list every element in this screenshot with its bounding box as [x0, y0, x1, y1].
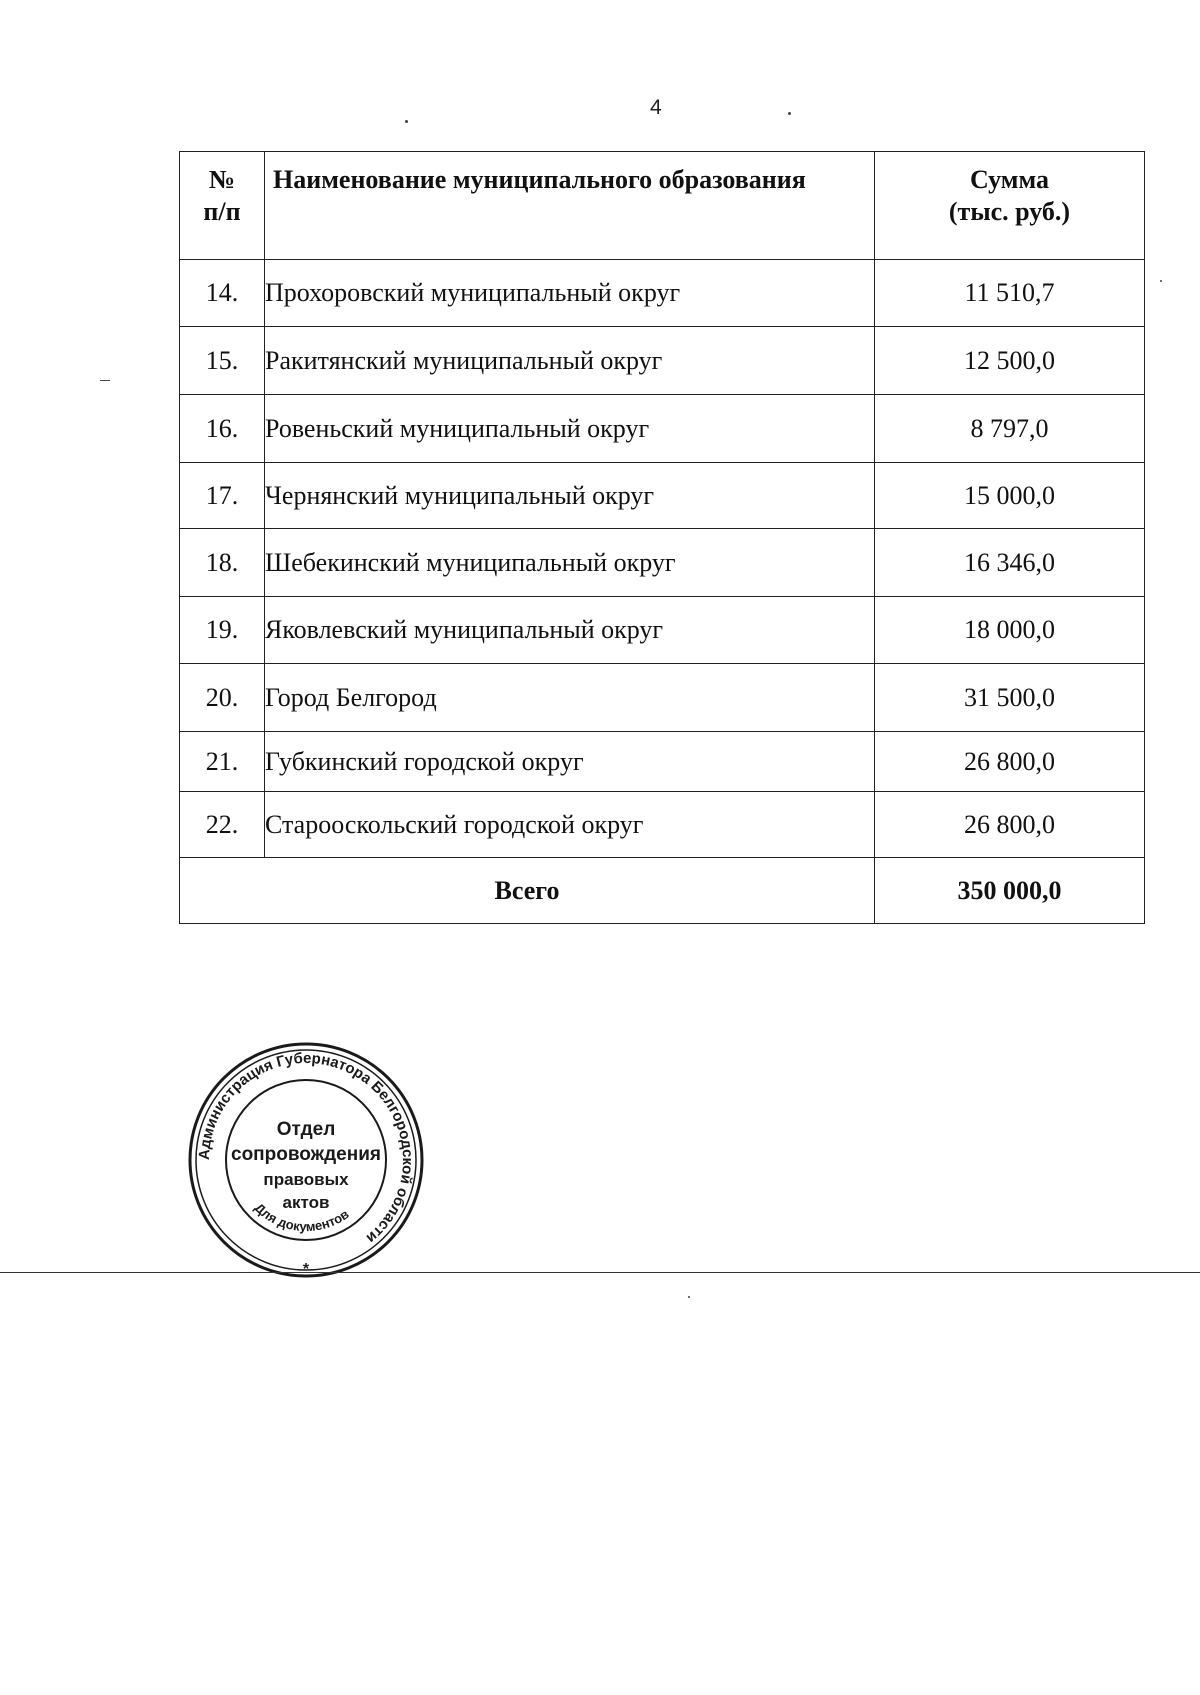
- header-number-abbrev: п/п: [203, 197, 241, 226]
- seal-star: *: [302, 1261, 310, 1278]
- scan-speck: [1160, 280, 1162, 282]
- header-number-symbol: №: [208, 165, 236, 194]
- total-label: Всего: [180, 858, 875, 924]
- row-municipality: Старооскольский городской округ: [265, 792, 875, 858]
- table-row: [180, 664, 1145, 732]
- row-municipality: Губкинский городской округ: [265, 732, 875, 792]
- header-sum-unit: (тыс. руб.): [948, 197, 1071, 226]
- row-number: 17.: [180, 463, 265, 529]
- row-sum: 26 800,0: [875, 732, 1145, 792]
- row-sum: 15 000,0: [875, 463, 1145, 529]
- table-row: [180, 327, 1145, 395]
- row-municipality: Прохоровский муниципальный округ: [265, 260, 875, 327]
- row-sum: 8 797,0: [875, 395, 1145, 463]
- header-sum: [875, 152, 1145, 260]
- row-number: 15.: [180, 327, 265, 395]
- row-number: 18.: [180, 529, 265, 597]
- official-seal-stamp: [186, 1040, 426, 1280]
- table-total-row: [180, 858, 1145, 924]
- row-number: 20.: [180, 664, 265, 732]
- row-sum: 11 510,7: [875, 260, 1145, 327]
- table-row: [180, 529, 1145, 597]
- row-municipality: Ровеньский муниципальный округ: [265, 395, 875, 463]
- seal-center-line-1: Отдел: [276, 1119, 336, 1140]
- table-row: [180, 260, 1145, 327]
- table-header-row: [180, 152, 1145, 260]
- allocation-table: [179, 151, 1145, 924]
- seal-center-line-4: актов: [282, 1193, 330, 1212]
- scan-speck: [788, 112, 791, 115]
- row-municipality: Яковлевский муниципальный округ: [265, 597, 875, 664]
- seal-center-line-2: сопровождения: [231, 1144, 381, 1165]
- header-number: [180, 152, 265, 260]
- row-number: 14.: [180, 260, 265, 327]
- row-sum: 16 346,0: [875, 529, 1145, 597]
- table-row: [180, 792, 1145, 858]
- row-number: 19.: [180, 597, 265, 664]
- horizontal-divider: [0, 1272, 1200, 1273]
- row-municipality: Чернянский муниципальный округ: [265, 463, 875, 529]
- total-sum: 350 000,0: [875, 858, 1145, 924]
- row-number: 22.: [180, 792, 265, 858]
- seal-outer-text-path: Администрация Губернатора Белгородской области: [195, 1049, 417, 1247]
- scan-speck: [405, 120, 408, 123]
- seal-center-line-3: правовых: [263, 1170, 349, 1189]
- table-row: [180, 597, 1145, 664]
- scan-speck: [100, 380, 110, 381]
- row-municipality: Шебекинский муниципальный округ: [265, 529, 875, 597]
- row-number: 21.: [180, 732, 265, 792]
- row-sum: 12 500,0: [875, 327, 1145, 395]
- scan-speck: [688, 1296, 690, 1298]
- row-municipality: Ракитянский муниципальный округ: [265, 327, 875, 395]
- seal-bottom-text-path: Для документов: [251, 1199, 352, 1235]
- row-municipality: Город Белгород: [265, 664, 875, 732]
- header-name: Наименование муниципального образования: [265, 152, 875, 260]
- header-sum-title: Сумма: [969, 165, 1050, 194]
- row-sum: 18 000,0: [875, 597, 1145, 664]
- table-row: [180, 732, 1145, 792]
- row-sum: 26 800,0: [875, 792, 1145, 858]
- table-row: [180, 395, 1145, 463]
- row-sum: 31 500,0: [875, 664, 1145, 732]
- page-number: 4: [650, 96, 662, 119]
- row-number: 16.: [180, 395, 265, 463]
- table-row: [180, 463, 1145, 529]
